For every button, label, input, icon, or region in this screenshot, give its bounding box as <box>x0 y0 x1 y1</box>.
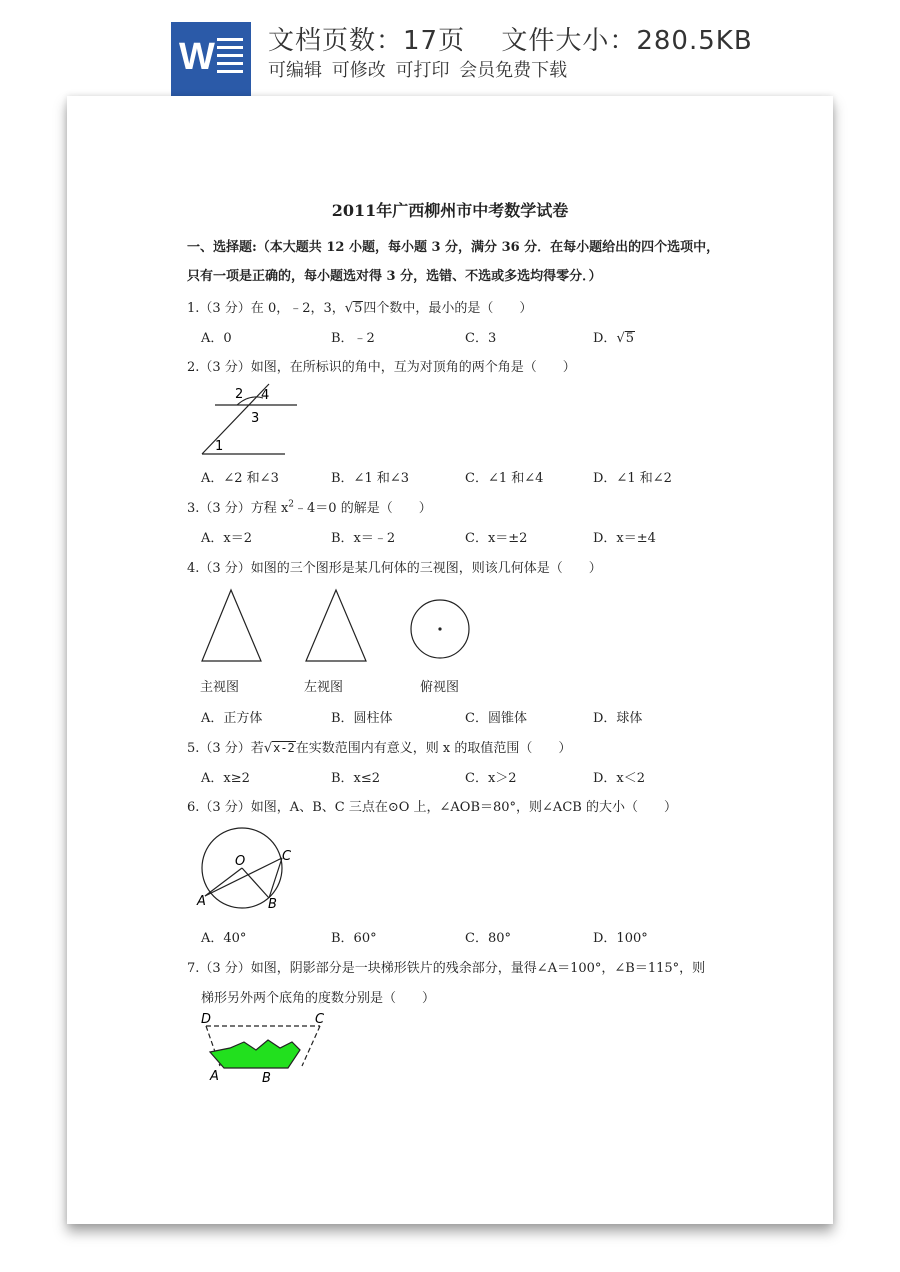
question-1-stem: 1.（3 分）在 0，﹣2，3，√5四个数中，最小的是（ ） <box>187 301 533 316</box>
q5-stem-a: 5.（3 分）若 <box>187 741 264 756</box>
document-page <box>67 96 833 1224</box>
q1-option-d-sqrt: 5 <box>625 331 635 346</box>
q5-option-d: D．x＜2 <box>593 771 646 786</box>
q1-option-d-label: D． <box>593 331 617 346</box>
q1-stem-b: 四个数中，最小的是（ ） <box>363 301 533 316</box>
q1-option-d: D．√5 <box>593 331 635 346</box>
q3-option-c: C．x＝±2 <box>465 531 528 546</box>
label-a7: A <box>210 1069 219 1084</box>
q4-option-a: A．正方体 <box>201 711 263 726</box>
q4-three-views-figure <box>200 586 480 666</box>
q2-option-c: C．∠1 和∠4 <box>465 471 544 486</box>
q5-option-c: C．x＞2 <box>465 771 517 786</box>
q1-option-c: C．3 <box>465 331 497 346</box>
question-4-stem: 4.（3 分）如图的三个图形是某几何体的三视图，则该几何体是（ ） <box>187 561 602 576</box>
file-info-subtitle: 可编辑 可修改 可打印 会员免费下载 <box>268 60 568 81</box>
q2-label-2: 2 <box>235 387 244 402</box>
q4-option-d: D．球体 <box>593 711 643 726</box>
q4-option-c: C．圆锥体 <box>465 711 527 726</box>
logo-lines <box>217 38 243 78</box>
q3-superscript: 2 <box>288 499 295 510</box>
header-banner <box>0 0 900 96</box>
q2-option-a: A．∠2 和∠3 <box>201 471 279 486</box>
q3-option-d: D．x＝±4 <box>593 531 656 546</box>
shaded-remnant <box>210 1040 300 1068</box>
section-instructions-line1: 一、选择题:（本大题共 12 小题，每小题 3 分，满分 36 分．在每小题给出的四个选项中， <box>187 240 720 255</box>
section-instructions-line2: 只有一项是正确的，每小题选对得 3 分，选错、不选或多选均得零分．） <box>187 269 602 284</box>
q2-label-3: 3 <box>251 411 260 426</box>
trapezoid-right-dashed <box>302 1026 320 1066</box>
q6-option-d: D．100° <box>593 931 648 946</box>
left-view-triangle <box>306 590 366 661</box>
q6-option-b: B．60° <box>331 931 377 946</box>
word-document-icon <box>171 22 251 96</box>
q3-stem-a: 3.（3 分）方程 x <box>187 501 289 516</box>
label-o: O <box>235 854 246 869</box>
label-b7: B <box>262 1071 271 1086</box>
q5-stem-b: 在实数范围内有意义，则 x 的取值范围（ ） <box>295 741 572 756</box>
q4-option-b: B．圆柱体 <box>331 711 393 726</box>
q5-option-a: A．x≥2 <box>201 771 250 786</box>
q2-label-4: 4 <box>261 388 270 403</box>
question-6-stem: 6.（3 分）如图，A、B、C 三点在⊙O 上，∠AOB＝80°，则∠ACB 的大小（ ） <box>187 800 677 815</box>
logo-letter: W <box>179 36 215 78</box>
question-5-stem: 5.（3 分）若√x-2在实数范围内有意义，则 x 的取值范围（ ） <box>187 741 572 756</box>
q5-sqrt: x-2 <box>273 741 295 755</box>
q1-option-b: B．﹣2 <box>331 331 375 346</box>
label-a: A <box>197 894 206 909</box>
label-c7: C <box>315 1012 325 1027</box>
question-3-stem <box>187 497 432 516</box>
top-view-label: 俯视图 <box>420 680 460 695</box>
q2-angle-figure <box>197 382 307 462</box>
q2-label-1: 1 <box>215 439 224 454</box>
segment-oa <box>205 868 242 896</box>
question-2-stem: 2.（3 分）如图，在所标识的角中，互为对顶角的两个角是（ ） <box>187 360 576 375</box>
q6-option-c: C．80° <box>465 931 511 946</box>
q1-option-a: A．0 <box>201 331 232 346</box>
question-7-stem-line1: 7.（3 分）如图，阴影部分是一块梯形铁片的残余部分，量得∠A＝100°，∠B＝115°，则 <box>187 961 706 976</box>
front-view-label: 主视图 <box>200 680 240 695</box>
question-7-stem-line2: 梯形另外两个底角的度数分别是（ ） <box>201 991 436 1006</box>
label-d: D <box>201 1012 212 1027</box>
segment-ob <box>242 868 269 898</box>
q6-circle-figure <box>199 826 299 916</box>
exam-title: 2011年广西柳州市中考数学试卷 <box>331 201 569 220</box>
q7-trapezoid-figure <box>200 1014 330 1089</box>
q1-stem-a: 1.（3 分）在 0，﹣2，3， <box>187 301 345 316</box>
q3-option-a: A．x＝2 <box>201 531 252 546</box>
q3-option-b: B．x＝﹣2 <box>331 531 396 546</box>
q2-option-d: D．∠1 和∠2 <box>593 471 672 486</box>
q6-option-a: A．40° <box>201 931 247 946</box>
front-view-triangle <box>202 590 261 661</box>
q2-option-b: B．∠1 和∠3 <box>331 471 410 486</box>
label-b: B <box>268 897 277 912</box>
label-c: C <box>282 849 292 864</box>
q5-option-b: B．x≤2 <box>331 771 381 786</box>
file-info-title: 文档页数：17页 文件大小：280.5KB <box>268 26 753 56</box>
left-view-label: 左视图 <box>304 680 344 695</box>
q1-sqrt: 5 <box>354 301 363 316</box>
top-view-center-dot <box>438 627 441 630</box>
q3-stem-b: ﹣4＝0 的解是（ ） <box>294 501 432 516</box>
